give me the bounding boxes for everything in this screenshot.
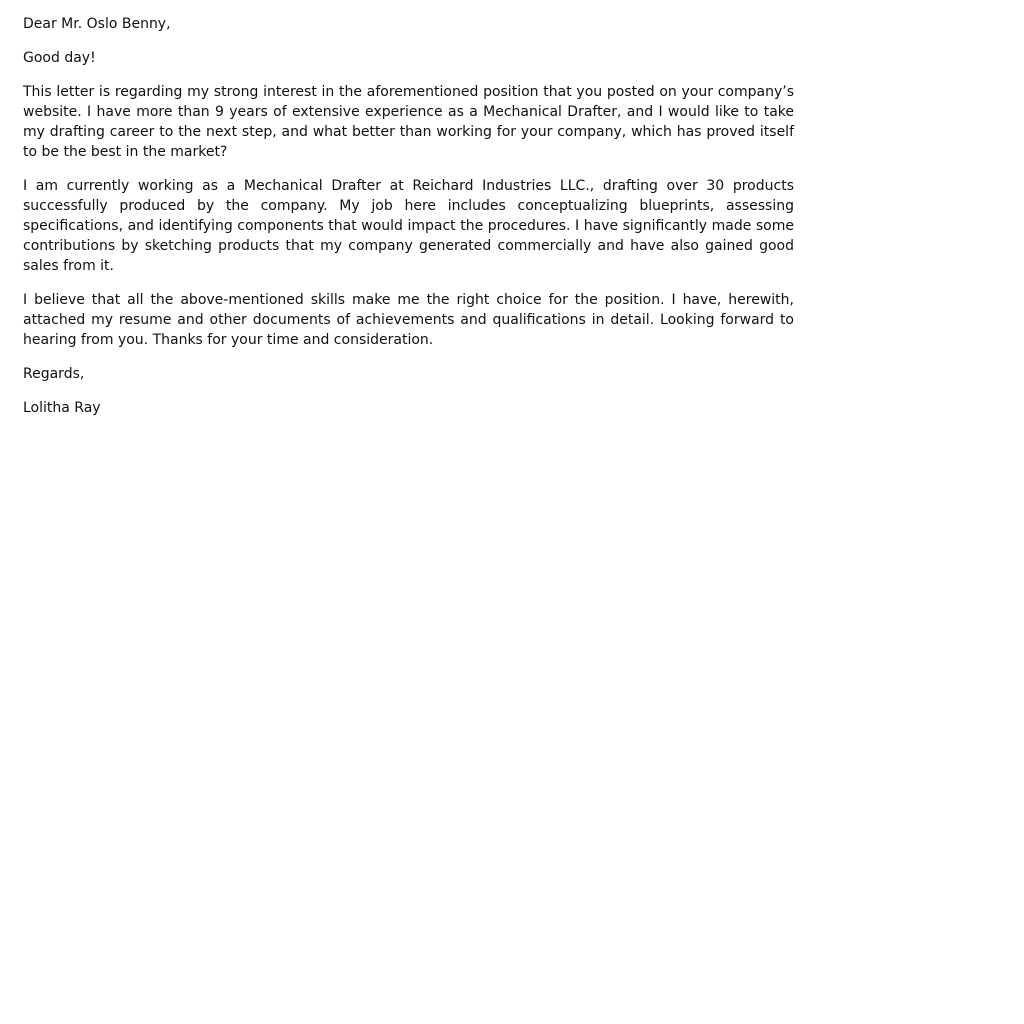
closing: Regards, xyxy=(23,366,85,382)
letter-body xyxy=(23,14,794,432)
signature-name: Lolitha Ray xyxy=(23,400,101,416)
paragraph-experience: I am currently working as a Mechanical Drafter at Reichard Industries LLC., drafting over 30 products successfully produced by the company. My job here includes conceptualizing blueprints, assessing specifications, and identifying components that would impact the procedures. I have significantly made some contributions by sketching products that my company generated commercially and have also gained good sales from it. xyxy=(23,178,794,274)
paragraph-conclusion: I believe that all the above-mentioned skills make me the right choice for the position. I have, herewith, attached my resume and other documents of achievements and qualifications in detail. Looking forward to hearing from you. Thanks for your time and consideration. xyxy=(23,292,794,348)
salutation: Dear Mr. Oslo Benny, xyxy=(23,16,171,32)
paragraph-interest: This letter is regarding my strong interest in the aforementioned position that you posted on your company’s website. I have more than 9 years of extensive experience as a Mechanical Drafter, and I would like to take my drafting career to the next step, and what better than working for your company, which has proved itself to be the best in the market? xyxy=(23,84,794,160)
greeting: Good day! xyxy=(23,50,96,66)
